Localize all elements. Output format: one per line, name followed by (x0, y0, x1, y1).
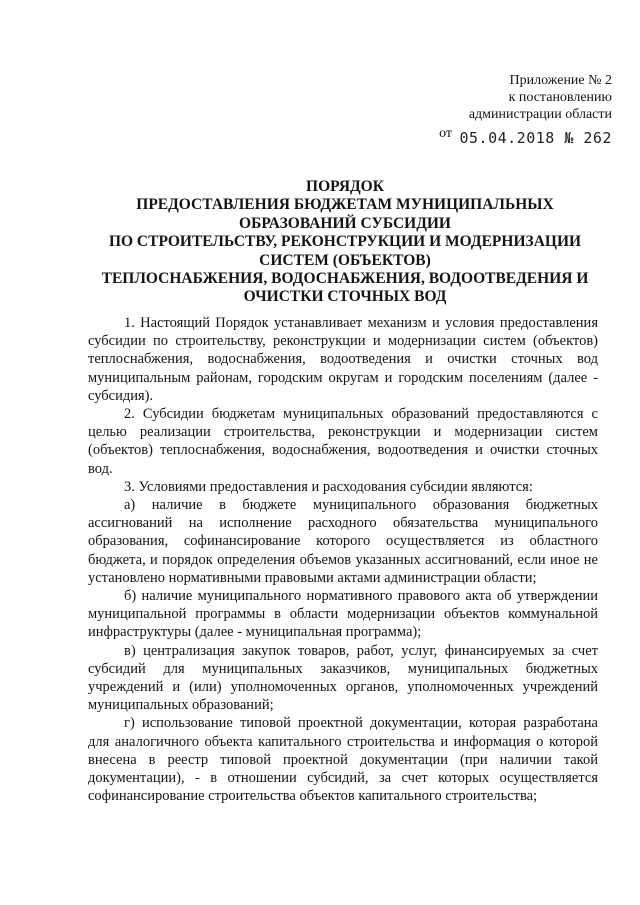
title-line: ТЕПЛОСНАБЖЕНИЯ, ВОДОСНАБЖЕНИЯ, ВОДООТВЕДЕНИЯ И (101, 270, 589, 288)
appendix-header (412, 72, 612, 148)
appendix-authority: администрации области (468, 107, 612, 122)
date-stamp: 05.04.2018 № 262 (459, 129, 612, 147)
paragraph-2: 2. Субсидии бюджетам муниципальных образований предоставляются с целью реализации строительства, реконструкции и модернизации систем (объектов) теплоснабжения, водоснабжения, водоотведения и очистки сточных вод. (88, 406, 598, 477)
appendix-number: Приложение № 2 (509, 73, 612, 88)
paragraph-3: 3. Условиями предоставления и расходования субсидии являются: (124, 478, 533, 495)
document-title (80, 178, 610, 307)
title-line: ОБРАЗОВАНИЙ СУБСИДИИ (239, 214, 451, 232)
appendix-reference: к постановлению (508, 90, 612, 105)
title-line: ПРЕДОСТАВЛЕНИЯ БЮДЖЕТАМ МУНИЦИПАЛЬНЫХ (136, 196, 554, 214)
title-line: ПОРЯДОК (306, 178, 384, 195)
paragraph-3v: в) централизация закупок товаров, работ, услуг, финансируемых за счет субсидий для муниципальных заказчиков, муниципальных бюджетных учреждений и (или) уполномоченных органов, уполномоченных учреждений муниципальных образований; (88, 642, 598, 714)
paragraph-3g: г) использование типовой проектной документации, которая разработана для аналогичного объекта капитального строительства и информация о которой внесена в реестр типовой проектной документации (при наличии такой документации), - в отношении субсидий, за счет которых осуществляется софинансирование строительства объектов капитального строительства; (88, 715, 598, 805)
paragraph-3a: а) наличие в бюджете муниципального образования бюджетных ассигнований на исполнение расходного обязательства муниципального образования, софинансирование которого осуществляется из областного бюджета, и порядок определения объемов указанных ассигнований, если иное не установлено нормативными правовыми актами администрации области; (88, 497, 598, 586)
date-prefix: от (439, 126, 452, 141)
title-line: СИСТЕМ (ОБЪЕКТОВ) (259, 251, 431, 269)
title-line: ПО СТРОИТЕЛЬСТВУ, РЕКОНСТРУКЦИИ И МОДЕРНИЗАЦИИ (108, 233, 582, 251)
paragraph-3b: б) наличие муниципального нормативного правового акта об утверждении муниципальной программы в области модернизации объектов коммунальной инфраструктуры (далее - муниципальная программа); (88, 588, 598, 641)
document-body (88, 314, 598, 805)
paragraph-1: 1. Настоящий Порядок устанавливает механизм и условия предоставления субсидии по строительству, реконструкции и модернизации систем (объектов) теплоснабжения, водоснабжения, водоотведения и очистки сточных вод муниципальным районам, городским округам и городским поселениям (далее - субсидия). (88, 315, 598, 404)
appendix-date-row (412, 125, 612, 148)
title-line: ОЧИСТКИ СТОЧНЫХ ВОД (243, 288, 447, 306)
